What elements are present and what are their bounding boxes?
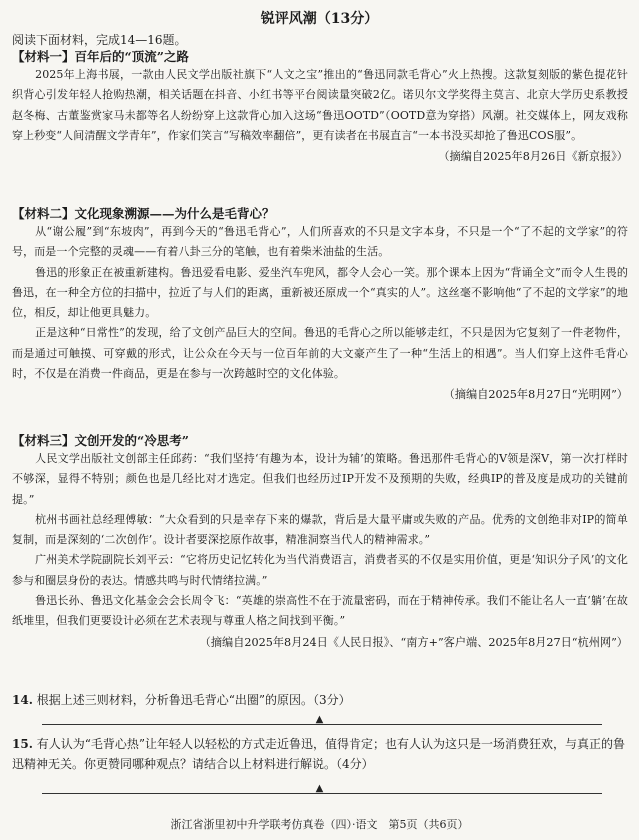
question-15-number: 15.	[12, 737, 33, 751]
material-2-source: （摘编自2025年8月27日“光明网”）	[443, 388, 628, 402]
material-3-heading: 【材料三】文创开发的“冷思考”	[12, 433, 189, 448]
material-3-paragraph: 鲁迅长孙、鲁迅文化基金会会长周令飞：“英雄的崇高性不在于流量密码，而在于精神传承。我们不能让名人一直‘躺’在故纸堆里，但我们更要设计必须在艺术表现与尊重人格之间找到平衡。”	[12, 594, 628, 628]
material-3-paragraph: 人民文学出版社文创部主任邱药：“我们坚持‘有趣为本，设计为辅’的策略。鲁迅那件毛背心的V领是深V，第一次打样时不够深，显得不特别；颜色也是几经比对才选定。但我们也经历过IP开发不及预期的失败，经典IP的普及度是成功的关键前提。”	[12, 452, 628, 506]
page-footer: 浙江省浙里初中升学联考仿真卷（四）·语文 第5页（共6页）	[170, 818, 469, 831]
question-15-text: 有人认为“毛背心热”让年轻人以轻松的方式走近鲁迅，值得肯定；也有人认为这只是一场消费狂欢，与真正的鲁迅精神无关。你更赞同哪种观点？请结合以上材料进行解说。（4分）	[12, 737, 625, 771]
material-2-paragraph: 从“谢公履”到“东坡肉”，再到今天的“鲁迅毛背心”，人们所喜欢的不只是文字本身，不只是一个“了不起的文学家”的符号，而是一个完整的灵魂——有着八卦三分的笔触，也有着柴米油盐的生活。	[12, 225, 628, 259]
material-3-paragraph: 杭州书画社总经理傅敏：“大众看到的只是幸存下来的爆款，背后是大量平庸或失败的产品。优秀的文创绝非对IP的简单复制，而是深刻的‘二次创作’。设计者要深挖原作故事，精准洞察当代人的精神需求。”	[12, 512, 628, 547]
material-1-heading: 【材料一】百年后的“顶流”之路	[12, 49, 189, 64]
material-1	[12, 48, 628, 166]
question-14	[12, 690, 630, 710]
material-3-source: （摘编自2025年8月24日《人民日报》、“南方+”客户端、2025年8月27日“杭州网”）	[199, 635, 628, 649]
intro-text: 阅读下面材料，完成14—16题。	[12, 33, 187, 47]
question-14-text: 根据上述三则材料，分析鲁迅毛背心“出圈”的原因。（3分）	[36, 693, 351, 707]
section-title: 锐评风潮（13分）	[260, 11, 379, 27]
material-2	[12, 205, 628, 404]
material-2-paragraph: 鲁迅的形象正在被重新建构。鲁迅爱看电影、爱坐汽车兜风，都令人会心一笑。那个课本上因为“背诵全文”而令人生畏的鲁迅，在一种全方位的扫描中，拉近了与人们的距离，重新被还原成一个“真实的人”。这丝毫不影响他“了不起的文学家”的地位，相反，却让他更具魅力。	[12, 265, 628, 320]
material-3-paragraph: 广州美术学院副院长刘平云：“它将历史记忆转化为当代消费语言，消费者买的不仅是实用价值，更是‘知识分子风’的文化参与和圈层身份的表达。情感共鸣与时代情绪拉满。”	[12, 553, 628, 587]
material-1-source: （摘编自2025年8月26日《新京报》）	[438, 150, 628, 164]
material-3	[12, 432, 628, 652]
answer-marker-triangle: ▲	[315, 714, 324, 725]
material-1-paragraph: 2025年上海书展，一款由人民文学出版社旗下“人文之宝”推出的“鲁迅同款毛背心”火上热搜。这款复刻版的紫色提花针织背心引发年轻人抢购热潮，相关话题在抖音、小红书等平台阅读量突破2亿。诺贝尔文学奖得主莫言、北京大学历史系教授赵冬梅、古董鉴赏家马未都等名人纷纷穿上这款背心加入这场“鲁迅OOTD”（OOTD意为穿搭）风潮。社交媒体上，网友戏称穿上秒变“人间清醒文学青年”，作家们笑言“写稿效率翻倍”，更有读者在书展直言“一本书没买却抢了鲁迅COS服”。	[12, 68, 628, 142]
answer-marker-triangle: ▲	[315, 783, 324, 794]
question-14-number: 14.	[12, 693, 33, 707]
material-2-paragraph: 正是这种“日常性”的发现，给了文创产品巨大的空间。鲁迅的毛背心之所以能够走红，不只是因为它复刻了一件老物件，而是通过可触摸、可穿戴的形式，让公众在今天与一位百年前的大文豪产生了一种“生活上的相遇”。当人们穿上这件毛背心时，不仅是在消费一件商品，更是在参与一次跨越时空的文化体验。	[12, 326, 628, 381]
question-15	[12, 734, 630, 774]
material-2-heading: 【材料二】文化现象溯源——为什么是毛背心？	[12, 206, 275, 221]
